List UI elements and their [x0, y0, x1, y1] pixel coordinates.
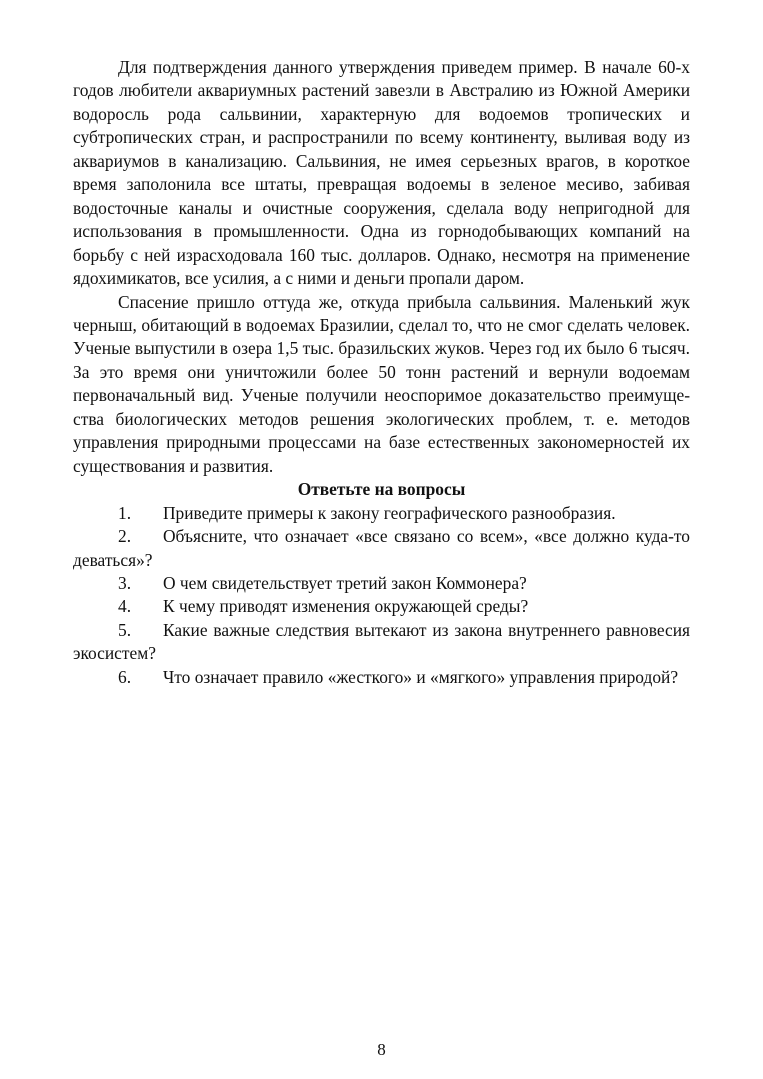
- question-text: О чем свидетельствует третий закон Коммонера?: [163, 572, 527, 593]
- question-item: [73, 525, 690, 572]
- question-item: [73, 502, 690, 525]
- paragraph-salvinia-example: Для подтверждения данного утверждения приведем пример. В начале 60-х годов любители аквариумных растений завезли в Австралию из Южной Америки водоросль рода сальвинии, характерную для водоемов тропических и субтропических стран, и распространили по всему континенту, выливая воду из аквариумов в канализацию. Сальвиния, не имея серьезных врагов, в короткое время заполонила все штаты, превращая водоемы в зеленое месиво, забивая водосточные каналы и очистные сооружения, сделала воду непригодной для использования в промышленности. Одна из горнодобывающих компаний на борьбу с ней израсходовала 160 тыс. долларов. Однако, несмотря на применение ядохимикатов, все усилия, а с ними и деньги пропали даром.: [73, 57, 690, 289]
- question-text: К чему приводят изменения окружающей среды?: [163, 596, 529, 617]
- question-number: 4.: [118, 596, 132, 617]
- paragraph-beetle-solution: Спасение пришло оттуда же, откуда прибыла сальвиния. Маленький жук черныш, обитающий в водоемах Бразилии, сделал то, что не смог сделать человек. Ученые выпустили в озера 1,5 тыс. бразильских жуков. Через год их было 6 тысяч. За это время они уничтожили более 50 тонн растений и вернули водоемам первоначальный вид. Ученые получили неоспоримое доказательство преимущества биологических методов решения экологических проблем, т. е. методов управления природными процессами на базе естественных закономерностей их существования и развития.: [73, 291, 690, 476]
- question-number: 3.: [118, 572, 132, 593]
- question-item: [73, 572, 690, 595]
- question-item: [73, 595, 690, 618]
- page-number: 8: [377, 1040, 386, 1059]
- question-number: 2.: [118, 526, 132, 547]
- question-item: [73, 666, 690, 689]
- question-text: Объясните, что означает «все связано со всем», «все должно куда-то деваться»?: [73, 526, 690, 570]
- page-body: [73, 56, 690, 689]
- question-text: Какие важные следствия вытекают из закона внутреннего равновесия экосистем?: [73, 619, 690, 664]
- question-number: 1.: [118, 502, 132, 523]
- questions-heading: Ответьте на вопросы: [297, 479, 466, 500]
- question-number: 5.: [118, 619, 132, 640]
- question-text: Приведите примеры к закону географического разнообразия.: [163, 502, 616, 523]
- question-text: Что означает правило «жесткого» и «мягкого» управления природой?: [163, 666, 679, 687]
- question-number: 6.: [118, 666, 132, 687]
- question-item: [73, 619, 690, 666]
